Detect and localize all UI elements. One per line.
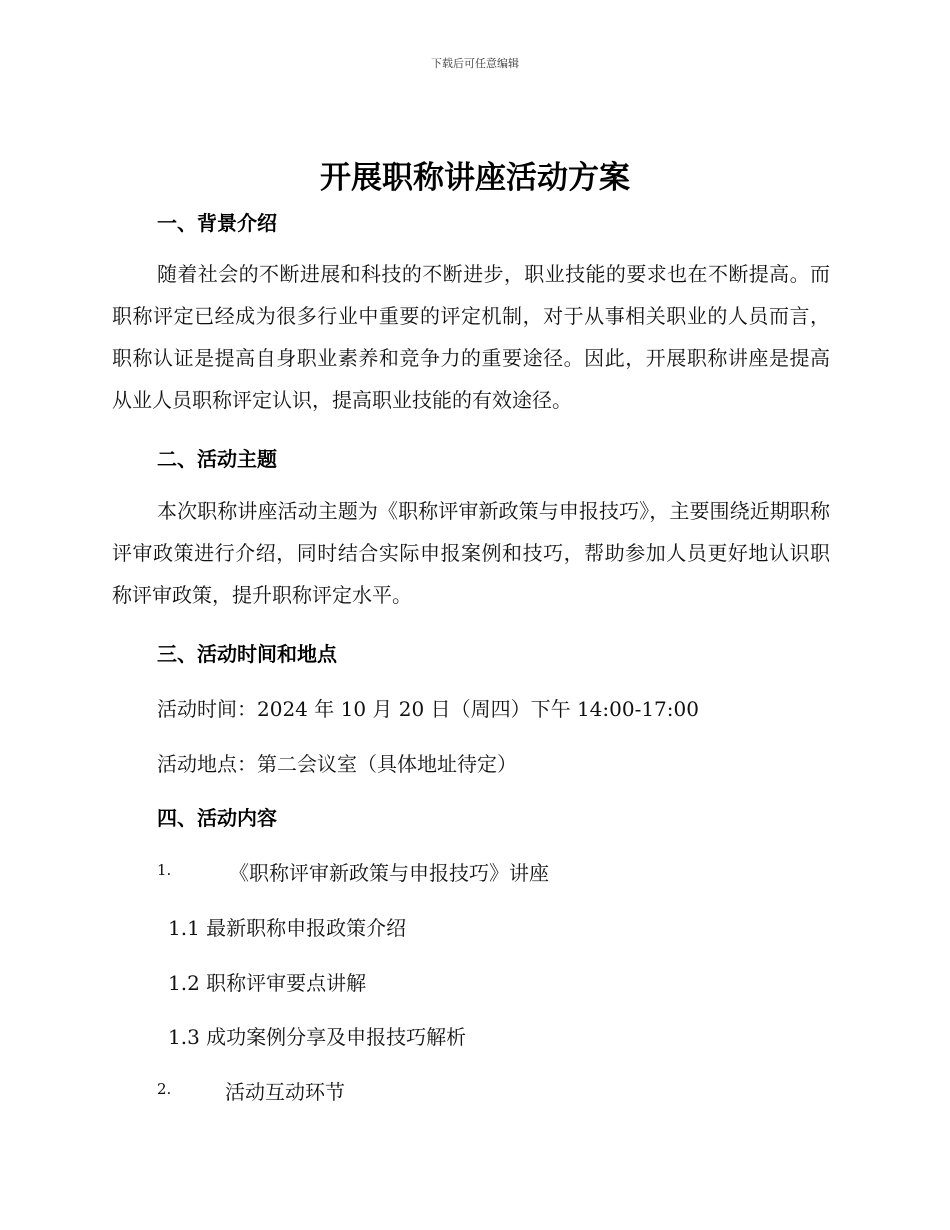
sub-list-item: 1.3 成功案例分享及申报技巧解析 — [168, 1025, 467, 1049]
list-item-number: 2. — [157, 1080, 172, 1098]
activity-time-line: 活动时间：2024 年 10 月 20 日（周四）下午 14:00-17:00 — [157, 697, 699, 721]
section-paragraph-background: 随着社会的不断进展和科技的不断进步，职业技能的要求也在不断提高。而职称评定已经成为很多行业中重要的评定机制，对于从事相关职业的人员而言，职称认证是提高自身职业素养和竞争力的重要途径。因此，开展职称讲座是提高从业人员职称评定认识，提高职业技能的有效途径。 — [112, 262, 830, 412]
list-item-label: 《职称评审新政策与申报技巧》讲座 — [229, 861, 549, 885]
sub-list-item: 1.1 最新职称申报政策介绍 — [168, 916, 407, 940]
list-item-number: 1. — [157, 861, 172, 879]
header-note: 下载后可任意编辑 — [431, 57, 519, 70]
activity-place-line: 活动地点：第二会议室（具体地址待定） — [157, 752, 517, 776]
section-heading-time-place: 三、活动时间和地点 — [157, 642, 337, 666]
section-heading-content: 四、活动内容 — [157, 806, 277, 830]
section-paragraph-theme: 本次职称讲座活动主题为《职称评审新政策与申报技巧》，主要围绕近期职称评审政策进行介绍，同时结合实际申报案例和技巧，帮助参加人员更好地认识职称评审政策，提升职称评定水平。 — [112, 499, 830, 607]
section-heading-theme: 二、活动主题 — [157, 447, 277, 471]
section-heading-background: 一、背景介绍 — [157, 211, 277, 235]
document-title: 开展职称讲座活动方案 — [320, 160, 630, 196]
sub-list-item: 1.2 职称评审要点讲解 — [168, 971, 367, 995]
list-item-label: 活动互动环节 — [225, 1080, 345, 1104]
